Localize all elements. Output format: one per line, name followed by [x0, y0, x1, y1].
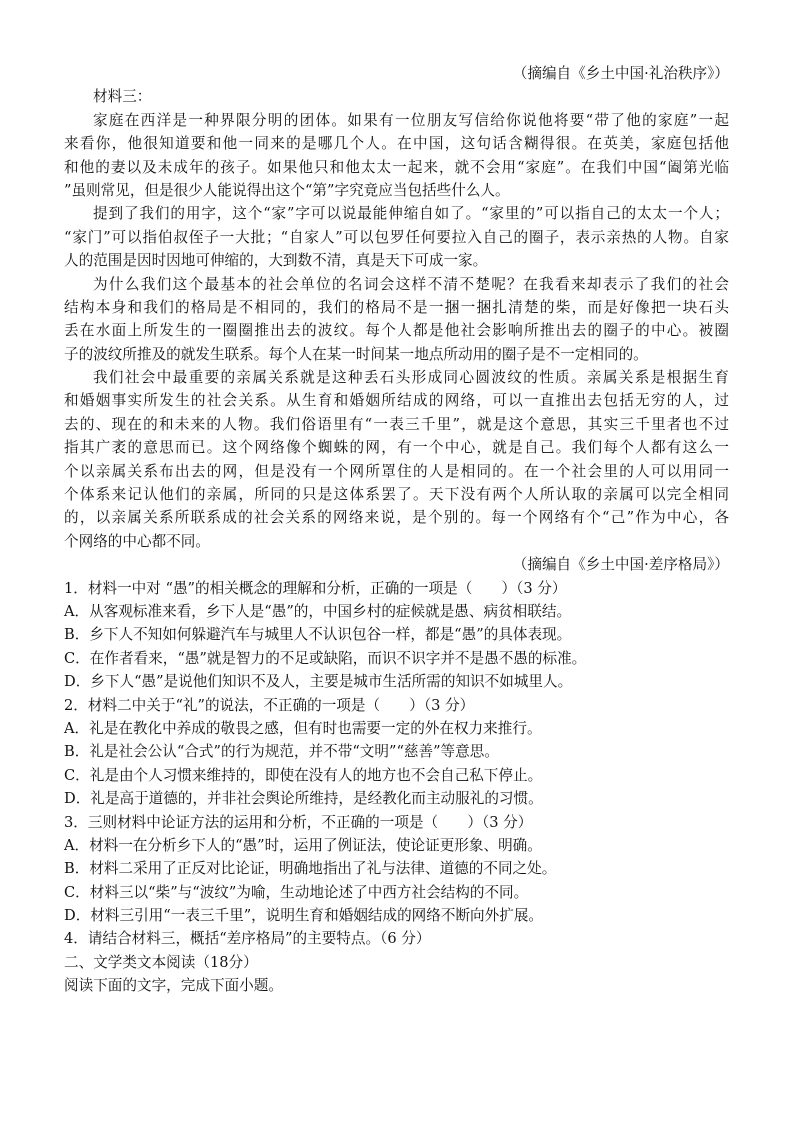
material-three-heading: 材料三： [93, 88, 152, 106]
paragraph-line: 我们社会中最重要的亲属关系就是这种丢石头形成同心圆波纹的性质。亲属关系是根据生育 [93, 369, 729, 387]
paragraph-line: 指其广袤的意思而已。这个网络像个蜘蛛的网，有一个中心，就是自己。我们每个人都有这么一 [64, 439, 729, 457]
question-4 [64, 927, 729, 950]
paragraph-2 [64, 202, 729, 272]
option-d: D．礼是高于道德的，并非社会舆论所维持，是经教化而主动服礼的习惯。 [64, 790, 543, 808]
paragraph-4 [64, 366, 729, 553]
option-c: C．材料三以“柴”与“波纹”为喻，生动地论述了中西方社会结构的不同。 [64, 883, 529, 901]
option-c: C．在作者看来，“愚”就是智力的不足或缺陷，而识不识字并不是愚不愚的标准。 [64, 649, 587, 667]
section-two-instruction: 阅读下面的文字，完成下面小题。 [64, 977, 283, 995]
question-stem: 3．三则材料中论证方法的运用和分析，不正确的一项是（ ）（3 分） [64, 813, 533, 831]
paragraph-line: 的，以亲属关系所联系成的社会关系的网络来说，是个别的。每一个网络有个“己”作为中心，各 [64, 509, 729, 527]
exam-page [64, 62, 729, 998]
question-stem: 2．材料二中关于“礼”的说法，不正确的一项是（ ）（3 分） [64, 696, 475, 714]
paragraph-line: 和他的妻以及未成年的孩子。如果他只和他太太一起来，就不会用“家庭”。在我们中国“阖第光临 [64, 158, 729, 176]
option-b: B．乡下人不知如何躲避汽车与城里人不认识包谷一样，都是“愚”的具体表现。 [64, 626, 572, 644]
option-c: C．礼是由个人习惯来维持的，即使在没有人的地方也不会自己私下停止。 [64, 766, 543, 784]
paragraph-line: 子的波纹所推及的就发生联系。每个人在某一时间某一地点所动用的圈子是不一定相同的。 [64, 345, 648, 363]
section-two-title: 二、文学类文本阅读（18分） [64, 953, 258, 971]
paragraph-line: 为什么我们这个最基本的社会单位的名词会这样不清不楚呢？在我看来却表示了我们的社会 [93, 275, 729, 293]
paragraph-line: 提到了我们的用字，这个“家”字可以说最能伸缩自如了。“家里的”可以指自己的太太一个人； [93, 205, 729, 223]
paragraph-line: 个网络的中心都不同。 [64, 532, 210, 550]
option-b: B．材料二采用了正反对比论证，明确地指出了礼与法律、道德的不同之处。 [64, 860, 557, 878]
question-stem: 4．请结合材料三，概括“差序格局”的主要特点。（6 分） [64, 930, 431, 948]
citation-top: （摘编自《乡土中国·礼治秩序》） [512, 65, 729, 82]
paragraph-line: ”虽则常见，但是很少人能说得出这个“第”字究竟应当包括些什么人。 [64, 181, 510, 199]
option-a: A．材料一在分析乡下人的“愚”时，运用了例证法，使论证更形象、明确。 [64, 836, 542, 854]
option-d: D．乡下人“愚”是说他们知识不及人，主要是城市生活所需的知识不如城里人。 [64, 673, 573, 691]
question-3 [64, 811, 729, 928]
paragraph-line: 人的范围是因时因地可伸缩的，大到数不清，真是天下可成一家。 [64, 252, 488, 270]
question-stem: 1．材料一中对 “愚”的相关概念的理解和分析，正确的一项是（ ）（3 分） [64, 579, 567, 597]
paragraph-3 [64, 273, 729, 367]
paragraph-line: 结构本身和我们的格局是不相同的，我们的格局不是一捆一捆扎清楚的柴，而是好像把一块石头 [64, 298, 729, 316]
citation-bottom: （摘编自《乡土中国·差序格局》） [512, 556, 729, 574]
paragraph-line: 去的、现在的和未来的人物。我们俗语里有“一表三千里”，就是这个意思，其实三千里者也不过 [64, 415, 729, 433]
question-2 [64, 694, 729, 811]
option-b: B．礼是社会公认“合式”的行为规范，并不带“文明”“慈善”等意思。 [64, 743, 499, 761]
option-a: A．从客观标准来看，乡下人是“愚”的，中国乡村的症候就是愚、病贫相联结。 [64, 602, 572, 620]
option-a: A．礼是在教化中养成的敬畏之感，但有时也需要一定的外在权力来推行。 [64, 719, 542, 737]
paragraph-line: “家门”可以指伯叔侄子一大批；“自家人”可以包罗任何要拉入自己的圈子，表示亲热的人物。自家 [64, 228, 729, 246]
paragraph-1 [64, 109, 729, 203]
paragraph-line: 来看你，他很知道要和他一同来的是哪几个人。在中国，这句话含糊得很。在英美，家庭包括他 [64, 135, 729, 153]
paragraph-line: 个体系来记认他们的亲属，所同的只是这体系罢了。天下没有两个人所认取的亲属可以完全相同 [64, 486, 729, 504]
paragraph-line: 丢在水面上所发生的一圈圈推出去的波纹。每个人都是他社会影响所推出去的圈子的中心。被圈 [64, 322, 729, 340]
question-1 [64, 577, 729, 694]
option-d: D．材料三引用“一表三千里”，说明生育和婚姻结成的网络不断向外扩展。 [64, 907, 544, 925]
paragraph-line: 家庭在西洋是一种界限分明的团体。如果有一位朋友写信给你说他将要“带了他的家庭”一起 [93, 111, 729, 129]
paragraph-line: 和婚姻事实所发生的社会关系。从生育和婚姻所结成的网络，可以一直推出去包括无穷的人，过 [64, 392, 729, 410]
paragraph-line: 个以亲属关系布出去的网，但是没有一个网所罩住的人是相同的。在一个社会里的人可以用同一 [64, 462, 729, 480]
